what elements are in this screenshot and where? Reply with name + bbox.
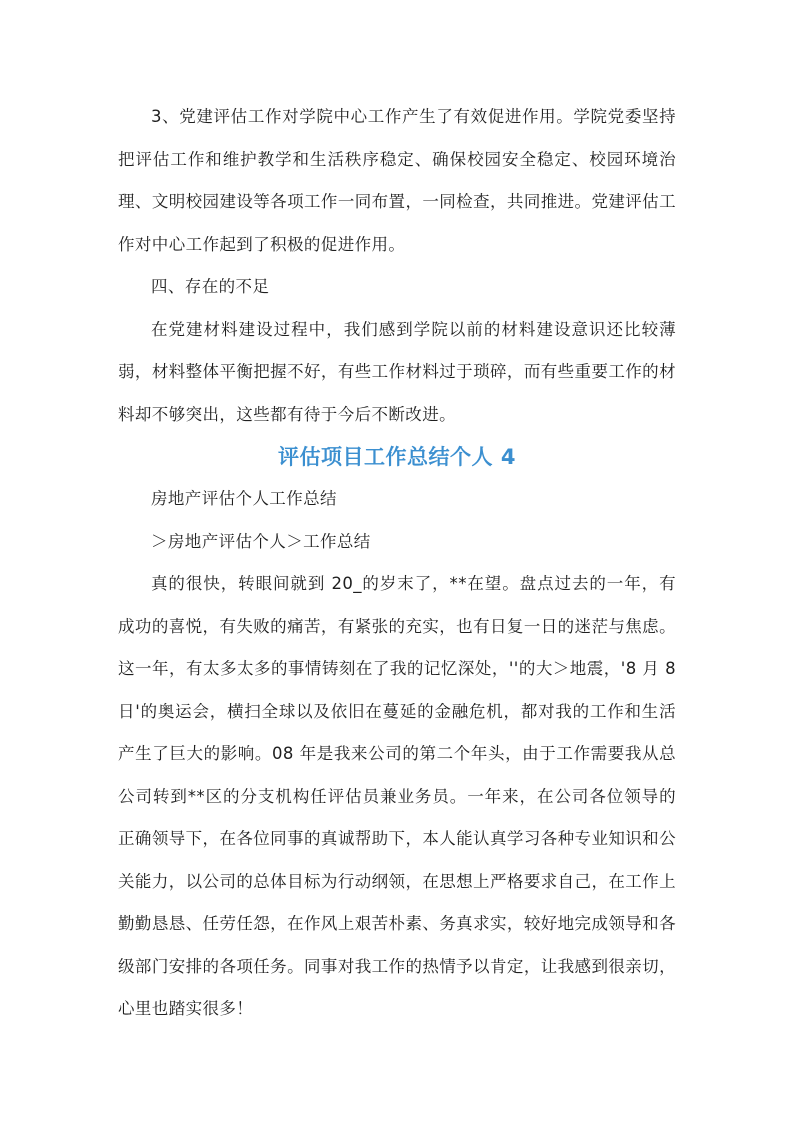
section-subheading: 四、存在的不足 xyxy=(151,277,270,296)
document-page xyxy=(118,96,676,1031)
body-paragraph: ＞房地产评估个人＞工作总结 xyxy=(151,531,371,551)
section-title: 评估项目工作总结个人 4 xyxy=(278,445,516,469)
body-paragraph: 在党建材料建设过程中，我们感到学院以前的材料建设意识还比较薄弱，材料整体平衡把握不好，有些工作材料过于琐碎，而有些重要工作的材料却不够突出，这些都有待于今后不断改进。 xyxy=(118,319,676,424)
body-paragraph: 真的很快，转眼间就到 20_的岁末了，**在望。盘点过去的一年，有成功的喜悦，有失败的痛苦，有紧张的充实，也有日复一日的迷茫与焦虑。这一年，有太多太多的事情铸刻在了我的记忆深处，''的大＞地震，'8 月 8 日'的奥运会，横扫全球以及依旧在蔓延的金融危机，都对我的工作和生活产生了巨大的影响。08 年是我来公司的第二个年头，由于工作需要我从总公司转到**区的分支机构任评估员兼业务员。一年来，在公司各位领导的正确领导下，在各位同事的真诚帮助下，本人能认真学习各种专业知识和公关能力，以公司的总体目标为行动纲领，在思想上严格要求自己，在工作上勤勤恳恳、任劳任怨，在作风上艰苦朴素、务真求实，较好地完成领导和各级部门安排的各项任务。同事对我工作的热情予以肯定，让我感到很亲切，心里也踏实很多！ xyxy=(118,574,676,1018)
body-paragraph: 3、党建评估工作对学院中心工作产生了有效促进作用。学院党委坚持把评估工作和维护教学和生活秩序稳定、确保校园安全稳定、校园环境治理、文明校园建设等各项工作一同布置，一同检查，共同推进。党建评估工作对中心工作起到了积极的促进作用。 xyxy=(118,107,676,254)
body-paragraph: 房地产评估个人工作总结 xyxy=(151,489,337,508)
